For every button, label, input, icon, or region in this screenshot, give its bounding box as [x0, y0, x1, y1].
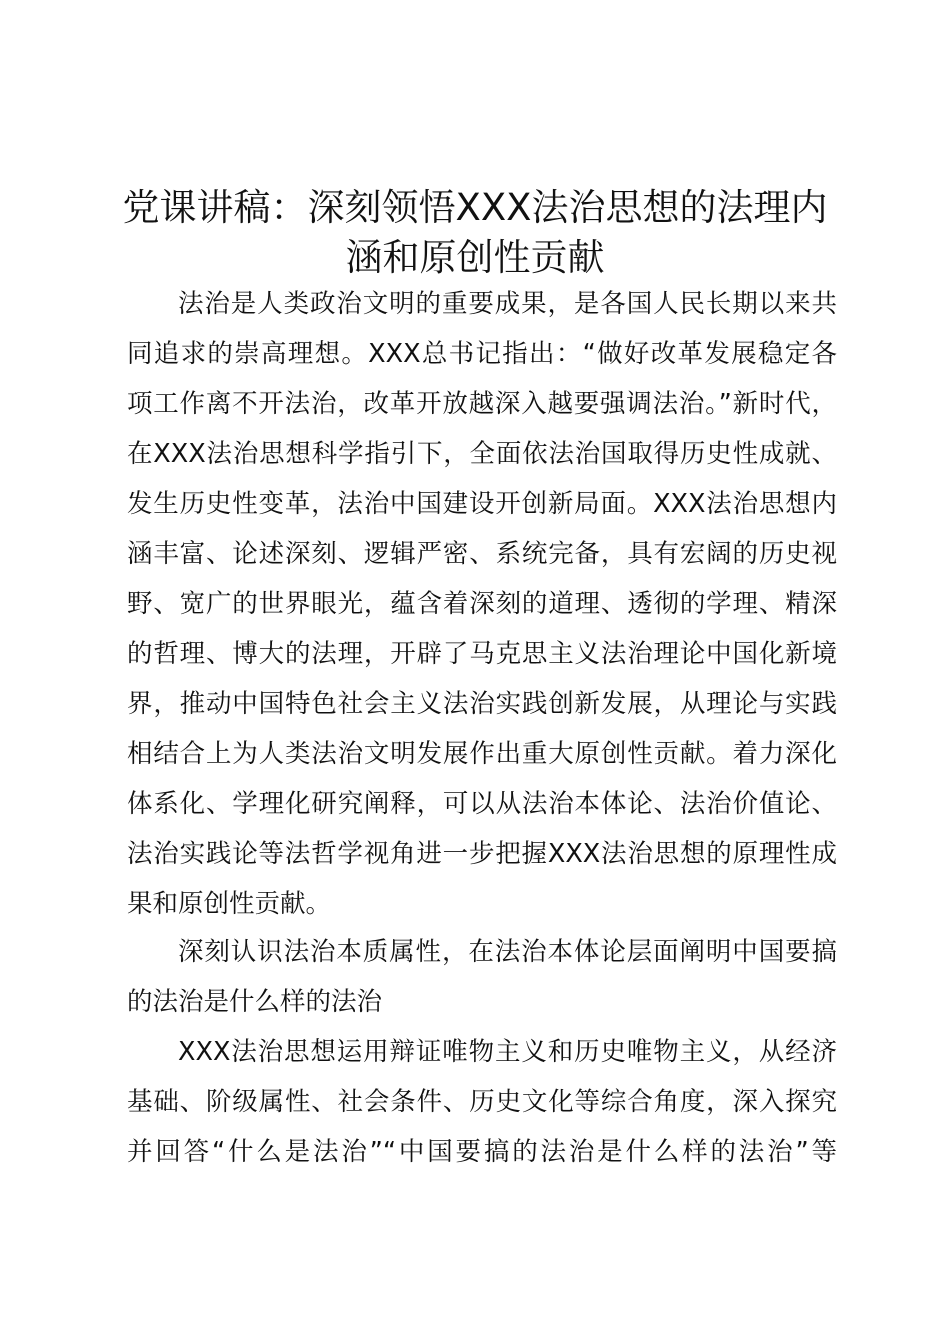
text-line: 项工作离不开法治，改革开放越深入越要强调法治。”新时代，: [127, 389, 837, 419]
text-line: 野、宽广的世界眼光，蕴含着深刻的道理、透彻的学理、精深: [127, 589, 837, 619]
title-line: 涵和原创性贡献: [345, 236, 605, 279]
text-line: 发生历史性变革，法治中国建设开创新局面。XXX法治思想内: [127, 489, 837, 519]
section-heading-paragraph: [127, 927, 837, 1027]
document-title: [100, 183, 850, 283]
text-line: 同追求的崇高理想。XXX总书记指出：“做好改革发展稳定各: [127, 339, 837, 369]
text-line: 在XXX法治思想科学指引下，全面依法治国取得历史性成就、: [127, 439, 837, 469]
text-line: 基础、阶级属性、社会条件、历史文化等综合角度，深入探究: [127, 1087, 837, 1117]
text-line: 法治实践论等法哲学视角进一步把握XXX法治思想的原理性成: [127, 839, 837, 869]
text-line: 深刻认识法治本质属性，在法治本体论层面阐明中国要搞: [178, 937, 837, 967]
text-line: 相结合上为人类法治文明发展作出重大原创性贡献。着力深化: [127, 739, 837, 769]
paragraph-body: [127, 1027, 837, 1177]
text-line: 并回答“什么是法治”“中国要搞的法治是什么样的法治”等: [127, 1137, 837, 1167]
text-line: 体系化、学理化研究阐释，可以从法治本体论、法治价值论、: [127, 789, 837, 819]
text-line: 涵丰富、论述深刻、逻辑严密、系统完备，具有宏阔的历史视: [127, 539, 837, 569]
text-line: 界，推动中国特色社会主义法治实践创新发展，从理论与实践: [127, 689, 837, 719]
text-line: 的哲理、博大的法理，开辟了马克思主义法治理论中国化新境: [127, 639, 837, 669]
text-line: 果和原创性贡献。: [127, 889, 332, 919]
title-line: 党课讲稿：深刻领悟XXX法治思想的法理内: [122, 186, 828, 229]
text-line: 法治是人类政治文明的重要成果，是各国人民长期以来共: [178, 289, 837, 319]
text-line: 的法治是什么样的法治: [127, 987, 383, 1017]
text-line: XXX法治思想运用辩证唯物主义和历史唯物主义，从经济: [178, 1037, 837, 1067]
paragraph-intro: [127, 279, 837, 929]
